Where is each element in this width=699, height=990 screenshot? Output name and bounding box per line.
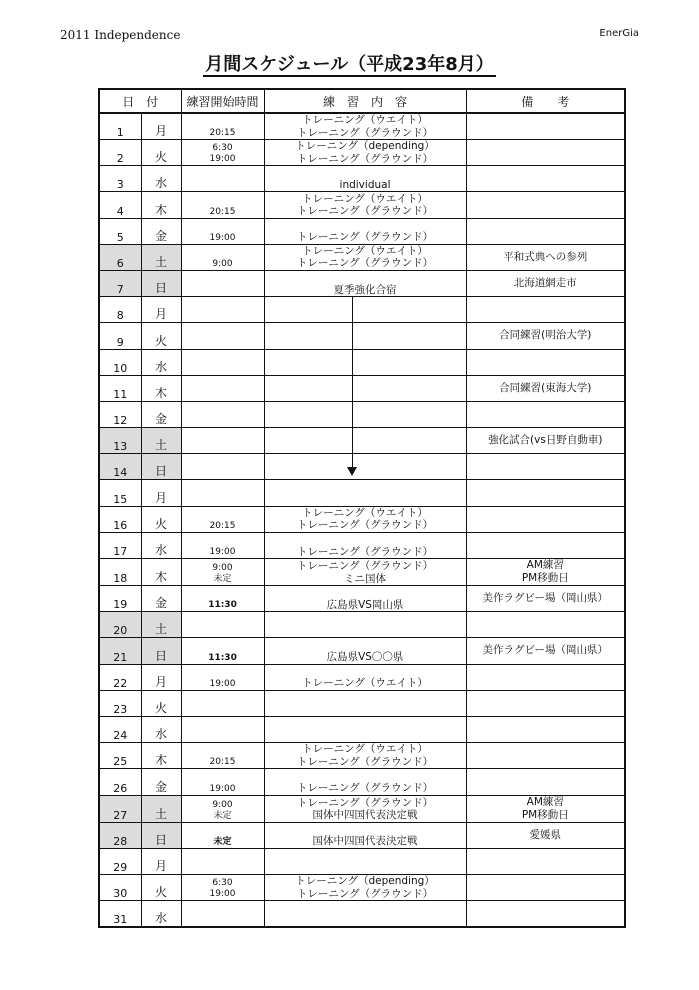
notes-cell: [466, 690, 625, 716]
start-time-cell: [181, 140, 264, 166]
camp-period-arrow-line: [352, 296, 353, 468]
day-number-cell: 15: [99, 480, 141, 506]
time-line: 19:00: [209, 889, 236, 900]
practice-content-cell: [264, 874, 466, 900]
table-row: [99, 323, 625, 349]
notes-line: 強化試合(vs日野自動車): [488, 434, 603, 447]
content-line: トレーニング（グラウンド）: [296, 560, 434, 572]
practice-content-cell: [264, 349, 466, 375]
weekday-cell: 土: [141, 428, 181, 454]
table-row: [99, 716, 625, 742]
weekday-cell: 日: [141, 638, 181, 664]
notes-cell: [466, 612, 625, 638]
day-number-cell: 10: [99, 349, 141, 375]
content-line: トレーニング（depending）: [295, 140, 435, 153]
start-time-cell: [181, 218, 264, 244]
notes-cell: [466, 192, 625, 218]
start-time-cell: [181, 113, 264, 140]
content-line: トレーニング（ウエイト）: [302, 506, 428, 519]
start-time-cell: [181, 848, 264, 874]
content-line: トレーニング（グラウンド）: [296, 519, 434, 532]
start-time-cell: [181, 716, 264, 742]
day-number-cell: 14: [99, 454, 141, 480]
start-time-cell: [181, 795, 264, 822]
weekday-cell: 木: [141, 743, 181, 769]
notes-cell: [466, 874, 625, 900]
content-line: トレーニング（ウエイト）: [302, 743, 428, 756]
practice-content-cell: [264, 612, 466, 638]
start-time-cell: [181, 454, 264, 480]
notes-cell: [466, 532, 625, 558]
weekday-cell: 金: [141, 218, 181, 244]
day-number-cell: 28: [99, 822, 141, 848]
content-line: トレーニング（ウエイト）: [302, 677, 428, 690]
weekday-cell: 土: [141, 612, 181, 638]
time-line: 未定: [213, 836, 232, 847]
table-row: [99, 769, 625, 795]
start-time-cell: [181, 480, 264, 506]
practice-content-cell: [264, 428, 466, 454]
time-line: 9:00: [212, 563, 233, 573]
start-time-cell: [181, 874, 264, 900]
practice-content-cell: [264, 375, 466, 401]
notes-line: 愛媛県: [529, 828, 562, 841]
time-line: 20:15: [209, 206, 236, 217]
day-number-cell: 12: [99, 401, 141, 427]
start-time-cell: [181, 192, 264, 218]
time-line: 20:15: [209, 128, 236, 138]
content-line: トレーニング（depending）: [295, 875, 435, 888]
notes-cell: [466, 270, 625, 296]
content-line: トレーニング（ウエイト）: [302, 114, 428, 126]
header-content: 練 習 内 容: [264, 89, 466, 113]
notes-cell: [466, 795, 625, 822]
day-number-cell: 6: [99, 244, 141, 270]
content-line: 広島県VS〇〇県: [326, 651, 404, 664]
content-line: トレーニング（ウエイト）: [302, 192, 428, 205]
practice-content-cell: [264, 454, 466, 480]
table-row: [99, 822, 625, 848]
weekday-cell: 月: [141, 297, 181, 323]
notes-cell: [466, 822, 625, 848]
day-number-cell: 21: [99, 638, 141, 664]
practice-content-cell: [264, 638, 466, 664]
table-row: [99, 192, 625, 218]
start-time-cell: [181, 270, 264, 296]
table-row: [99, 901, 625, 927]
weekday-cell: 月: [141, 480, 181, 506]
start-time-cell: [181, 690, 264, 716]
notes-cell: [466, 901, 625, 927]
schedule-table: [98, 88, 626, 928]
notes-line: PM移動日: [521, 808, 569, 821]
table-row: [99, 795, 625, 822]
start-time-cell: [181, 166, 264, 192]
practice-content-cell: [264, 401, 466, 427]
notes-cell: [466, 480, 625, 506]
time-line: 19:00: [209, 154, 236, 165]
content-line: ミニ国体: [344, 572, 387, 585]
notes-line: 合同練習(明治大学): [499, 329, 592, 342]
practice-content-cell: [264, 690, 466, 716]
practice-content-cell: [264, 586, 466, 612]
practice-content-cell: [264, 480, 466, 506]
day-number-cell: 23: [99, 690, 141, 716]
day-number-cell: 26: [99, 769, 141, 795]
practice-content-cell: [264, 559, 466, 586]
notes-line: AM練習: [526, 559, 564, 571]
table-row: [99, 743, 625, 769]
time-line: 19:00: [209, 232, 236, 243]
header-right-text: EnerGia: [599, 28, 639, 39]
practice-content-cell: [264, 244, 466, 270]
day-number-cell: 5: [99, 218, 141, 244]
notes-cell: [466, 848, 625, 874]
notes-cell: [466, 297, 625, 323]
table-row: [99, 297, 625, 323]
table-row: [99, 401, 625, 427]
practice-content-cell: [264, 769, 466, 795]
start-time-cell: [181, 901, 264, 927]
notes-cell: [466, 375, 625, 401]
time-line: 未定: [213, 574, 232, 584]
table-row: [99, 218, 625, 244]
day-number-cell: 4: [99, 192, 141, 218]
weekday-cell: 水: [141, 716, 181, 742]
weekday-cell: 金: [141, 769, 181, 795]
start-time-cell: [181, 586, 264, 612]
content-line: トレーニング（グラウンド）: [296, 545, 434, 558]
day-number-cell: 22: [99, 664, 141, 690]
practice-content-cell: [264, 297, 466, 323]
header-time: 練習開始時間: [181, 89, 264, 113]
time-line: 6:30: [212, 143, 233, 154]
time-line: 20:15: [209, 520, 236, 531]
time-line: 未定: [213, 810, 232, 821]
content-line: トレーニング（グラウンド）: [296, 257, 434, 270]
weekday-cell: 月: [141, 848, 181, 874]
weekday-cell: 水: [141, 532, 181, 558]
time-line: 19:00: [209, 547, 236, 557]
weekday-cell: 火: [141, 323, 181, 349]
content-line: トレーニング（グラウンド）: [296, 231, 434, 244]
content-line: トレーニング（グラウンド）: [296, 152, 434, 165]
weekday-cell: 日: [141, 454, 181, 480]
day-number-cell: 20: [99, 612, 141, 638]
time-line: 9:00: [212, 799, 233, 810]
day-number-cell: 17: [99, 532, 141, 558]
start-time-cell: [181, 769, 264, 795]
content-line: トレーニング（グラウンド）: [296, 205, 434, 218]
time-line: 19:00: [209, 783, 236, 794]
day-number-cell: 13: [99, 428, 141, 454]
time-line: 11:30: [208, 652, 237, 663]
day-number-cell: 3: [99, 166, 141, 192]
start-time-cell: [181, 297, 264, 323]
content-line: トレーニング（グラウンド）: [296, 887, 434, 900]
time-line: 6:30: [212, 878, 233, 889]
weekday-cell: 水: [141, 166, 181, 192]
practice-content-cell: [264, 192, 466, 218]
table-row: [99, 532, 625, 558]
notes-line: 美作ラグビー場（岡山県）: [482, 592, 609, 605]
table-row: [99, 638, 625, 664]
table-row: [99, 586, 625, 612]
header-left-text: 2011 Independence: [60, 28, 181, 42]
table-row: [99, 166, 625, 192]
table-row: [99, 612, 625, 638]
weekday-cell: 火: [141, 140, 181, 166]
content-line: トレーニング（グラウンド）: [296, 796, 434, 809]
notes-cell: [466, 559, 625, 586]
weekday-cell: 火: [141, 690, 181, 716]
day-number-cell: 16: [99, 506, 141, 532]
notes-cell: [466, 323, 625, 349]
notes-cell: [466, 716, 625, 742]
practice-content-cell: [264, 113, 466, 140]
notes-cell: [466, 244, 625, 270]
notes-line: 美作ラグビー場（岡山県）: [482, 644, 609, 657]
table-row: [99, 349, 625, 375]
practice-content-cell: [264, 901, 466, 927]
day-number-cell: 8: [99, 297, 141, 323]
table-row: [99, 428, 625, 454]
day-number-cell: 1: [99, 113, 141, 140]
practice-content-cell: [264, 664, 466, 690]
notes-cell: [466, 743, 625, 769]
start-time-cell: [181, 506, 264, 532]
notes-line: 平和式典への参列: [503, 250, 588, 263]
notes-line: 合同練習(東海大学): [499, 381, 592, 394]
day-number-cell: 2: [99, 140, 141, 166]
weekday-cell: 月: [141, 664, 181, 690]
day-number-cell: 29: [99, 848, 141, 874]
start-time-cell: [181, 323, 264, 349]
weekday-cell: 月: [141, 113, 181, 140]
practice-content-cell: [264, 218, 466, 244]
content-line: 広島県VS岡山県: [326, 598, 404, 611]
header-date: 日 付: [99, 89, 181, 113]
table-row: [99, 480, 625, 506]
day-number-cell: 11: [99, 375, 141, 401]
notes-cell: [466, 638, 625, 664]
notes-cell: [466, 140, 625, 166]
weekday-cell: 日: [141, 822, 181, 848]
day-number-cell: 9: [99, 323, 141, 349]
day-number-cell: 30: [99, 874, 141, 900]
content-line: トレーニング（グラウンド）: [296, 782, 434, 794]
day-number-cell: 31: [99, 901, 141, 927]
start-time-cell: [181, 428, 264, 454]
notes-line: 北海道網走市: [513, 277, 577, 290]
practice-content-cell: [264, 848, 466, 874]
header-notes: 備 考: [466, 89, 625, 113]
time-line: 9:00: [212, 258, 233, 269]
table-header-row: [99, 89, 625, 113]
notes-cell: [466, 113, 625, 140]
start-time-cell: [181, 638, 264, 664]
notes-line: PM移動日: [521, 572, 569, 584]
start-time-cell: [181, 822, 264, 848]
table-row: [99, 664, 625, 690]
time-line: 11:30: [208, 600, 237, 611]
content-line: トレーニング（グラウンド）: [296, 126, 434, 139]
notes-cell: [466, 166, 625, 192]
start-time-cell: [181, 559, 264, 586]
content-line: 夏季強化合宿: [333, 283, 397, 296]
table-row: [99, 454, 625, 480]
start-time-cell: [181, 664, 264, 690]
practice-content-cell: [264, 166, 466, 192]
notes-cell: [466, 506, 625, 532]
notes-cell: [466, 401, 625, 427]
table-row: [99, 244, 625, 270]
start-time-cell: [181, 375, 264, 401]
practice-content-cell: [264, 716, 466, 742]
table-row: [99, 848, 625, 874]
weekday-cell: 火: [141, 874, 181, 900]
notes-cell: [466, 428, 625, 454]
day-number-cell: 25: [99, 743, 141, 769]
table-row: [99, 375, 625, 401]
weekday-cell: 金: [141, 401, 181, 427]
table-row: [99, 874, 625, 900]
day-number-cell: 18: [99, 559, 141, 586]
weekday-cell: 木: [141, 192, 181, 218]
start-time-cell: [181, 532, 264, 558]
notes-cell: [466, 586, 625, 612]
table-row: [99, 506, 625, 532]
table-row: [99, 270, 625, 296]
notes-cell: [466, 454, 625, 480]
weekday-cell: 水: [141, 349, 181, 375]
day-number-cell: 27: [99, 795, 141, 822]
weekday-cell: 金: [141, 586, 181, 612]
content-line: 国体中四国代表決定戦: [312, 809, 418, 821]
practice-content-cell: [264, 506, 466, 532]
weekday-cell: 土: [141, 244, 181, 270]
notes-cell: [466, 769, 625, 795]
notes-line: AM練習: [526, 795, 564, 808]
content-line: トレーニング（ウエイト）: [302, 244, 428, 257]
practice-content-cell: [264, 532, 466, 558]
content-line: 国体中四国代表決定戦: [312, 835, 418, 848]
arrow-down-icon: [347, 467, 357, 476]
content-line: トレーニング（グラウンド）: [296, 755, 434, 768]
day-number-cell: 19: [99, 586, 141, 612]
time-line: 20:15: [209, 757, 236, 768]
weekday-cell: 日: [141, 270, 181, 296]
table-row: [99, 140, 625, 166]
start-time-cell: [181, 244, 264, 270]
notes-cell: [466, 349, 625, 375]
content-line: individual: [339, 178, 391, 191]
practice-content-cell: [264, 743, 466, 769]
start-time-cell: [181, 401, 264, 427]
time-line: 19:00: [209, 678, 236, 689]
day-number-cell: 24: [99, 716, 141, 742]
practice-content-cell: [264, 270, 466, 296]
day-number-cell: 7: [99, 270, 141, 296]
start-time-cell: [181, 743, 264, 769]
start-time-cell: [181, 612, 264, 638]
practice-content-cell: [264, 795, 466, 822]
practice-content-cell: [264, 140, 466, 166]
practice-content-cell: [264, 822, 466, 848]
page-title: 月間スケジュール（平成23年8月）: [205, 54, 494, 75]
weekday-cell: 木: [141, 375, 181, 401]
notes-cell: [466, 218, 625, 244]
start-time-cell: [181, 349, 264, 375]
weekday-cell: 土: [141, 795, 181, 822]
weekday-cell: 木: [141, 559, 181, 586]
practice-content-cell: [264, 323, 466, 349]
table-row: [99, 690, 625, 716]
table-row: [99, 113, 625, 140]
weekday-cell: 火: [141, 506, 181, 532]
table-row: [99, 559, 625, 586]
weekday-cell: 水: [141, 901, 181, 927]
notes-cell: [466, 664, 625, 690]
